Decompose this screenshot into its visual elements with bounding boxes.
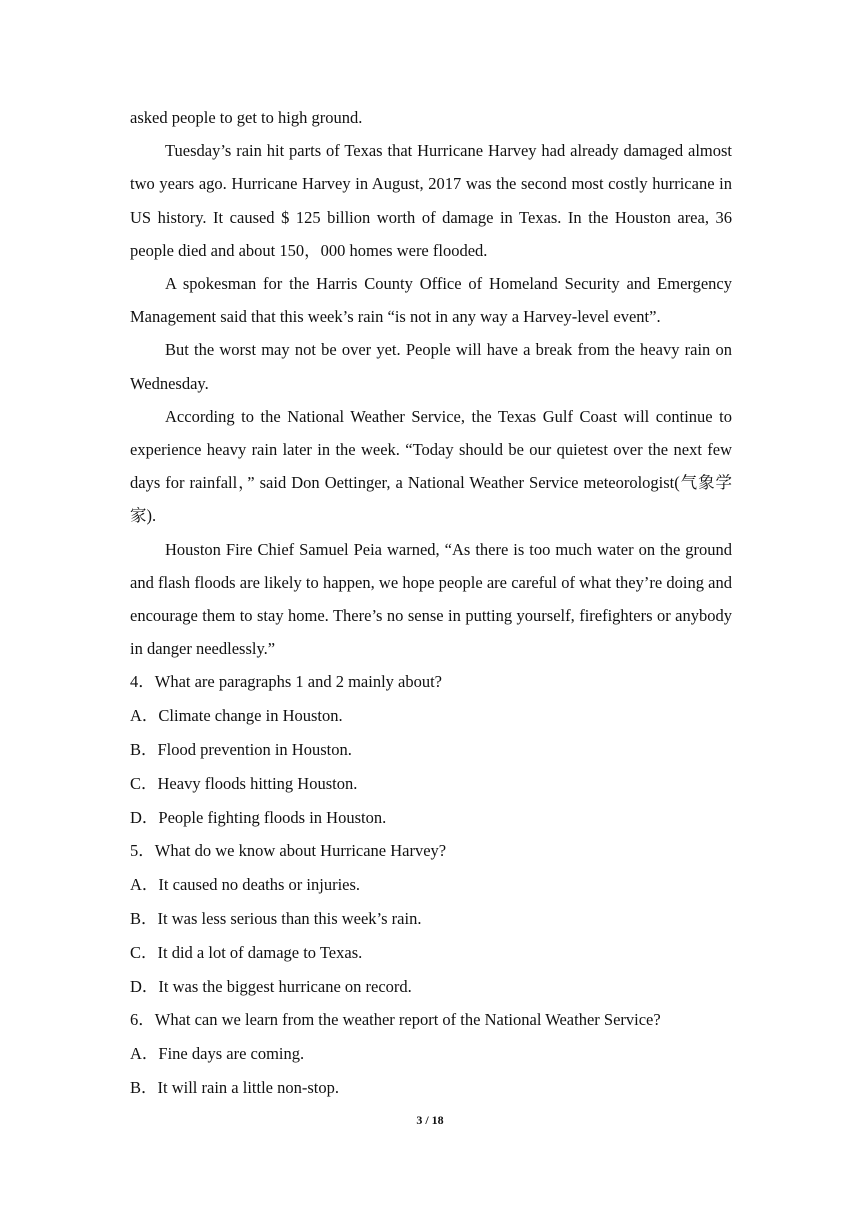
option-b: B．It was less serious than this week’s rain. [130, 909, 422, 929]
passage-paragraph-2: A spokesman for the Harris County Office of Homeland Security and Emergency Management said that this week’s rain “is not in any way a Harvey-level event”. [130, 274, 732, 327]
question-6 [130, 1003, 732, 1104]
option-a: A．Fine days are coming. [130, 1044, 305, 1064]
option-c: C．It did a lot of damage to Texas. [130, 942, 363, 962]
question-5 [130, 834, 732, 1003]
question-stem: 6．What can we learn from the weather report of the National Weather Service? [130, 1010, 661, 1030]
passage-paragraph-5: Houston Fire Chief Samuel Peia warned, “As there is too much water on the ground and flash floods are likely to happen, we hope people are careful of what they’re doing and encourage them to stay home. There’s no sense in putting yourself, firefighters or anybody in danger needlessly.” [130, 539, 732, 659]
option-b: B．Flood prevention in Houston. [130, 740, 352, 760]
option-a: A．Climate change in Houston. [130, 706, 343, 726]
question-4 [130, 665, 732, 834]
option-c: C．Heavy floods hitting Houston. [130, 773, 358, 793]
passage-paragraph-1: Tuesday’s rain hit parts of Texas that Hurricane Harvey had already damaged almost two years ago. Hurricane Harvey in August, 2017 was the second most costly hurricane in US history. It caused $ 125 billion worth of damage in Texas. In the Houston area, 36 people died and about 150，000 homes were flooded. [130, 141, 732, 260]
passage-paragraph-3: But the worst may not be over yet. People will have a break from the heavy rain on Wednesday. [130, 340, 732, 393]
passage-paragraph-0: asked people to get to high ground. [130, 108, 363, 127]
page-number: 3 / 18 [416, 1113, 444, 1127]
option-b: B．It will rain a little non-stop. [130, 1078, 339, 1098]
option-d: D．It was the biggest hurricane on record. [130, 976, 412, 996]
option-a: A．It caused no deaths or injuries. [130, 875, 361, 895]
question-stem: 5．What do we know about Hurricane Harvey? [130, 841, 447, 861]
page-content [130, 101, 732, 1105]
option-d: D．People fighting floods in Houston. [130, 807, 387, 827]
question-stem: 4．What are paragraphs 1 and 2 mainly about? [130, 672, 443, 692]
passage-paragraph-4: According to the National Weather Service, the Texas Gulf Coast will continue to experience heavy rain later in the week. “Today should be our quietest over the next few days for rainfall，” said Don Oettinger, a National Weather Service meteorologist(气象学家). [130, 406, 732, 526]
